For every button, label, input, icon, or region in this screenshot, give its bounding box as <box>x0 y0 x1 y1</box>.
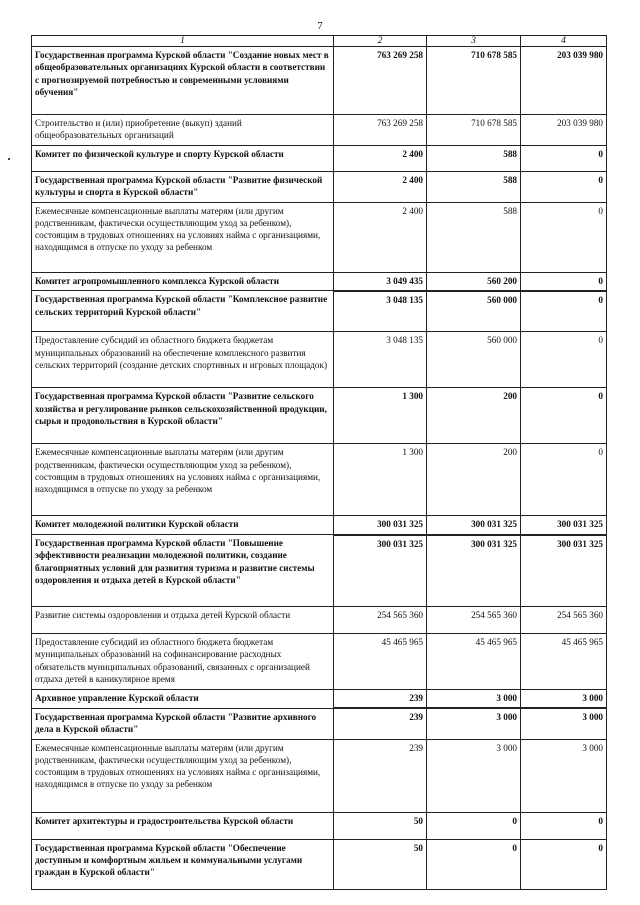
value-col-2: 239 <box>334 739 427 812</box>
value-col-4: 0 <box>521 332 607 388</box>
table-row <box>32 202 607 272</box>
value-col-3: 560 200 <box>427 272 521 291</box>
table-row <box>32 146 607 172</box>
value-col-4: 0 <box>521 146 607 172</box>
value-col-2: 50 <box>334 812 427 839</box>
row-name: Предоставление субсидий из областного бюджета бюджетам муниципальных образований на обеспечение комплексного развития сельских территорий (создание детских спортивных и игровых площадок) <box>32 332 334 388</box>
value-col-4: 0 <box>521 444 607 516</box>
value-col-2: 2 400 <box>334 172 427 203</box>
table-row <box>32 115 607 146</box>
value-col-2: 1 300 <box>334 388 427 444</box>
value-col-3: 3 000 <box>427 708 521 739</box>
row-name: Государственная программа Курской области "Повышение эффективности реализации молодежной политики, создание благоприятных условий для развития туризма и развитие системы оздоровления и отдыха детей в Курской области" <box>32 535 334 607</box>
table-row <box>32 690 607 709</box>
row-name: Строительство и (или) приобретение (выкуп) зданий общеобразовательных организаций <box>32 115 334 146</box>
value-col-2: 254 565 360 <box>334 607 427 634</box>
column-header-1: 1 <box>32 36 334 47</box>
value-col-3: 588 <box>427 172 521 203</box>
value-col-3: 3 000 <box>427 739 521 812</box>
row-name: Государственная программа Курской области "Развитие архивного дела в Курской области" <box>32 708 334 739</box>
table-row <box>32 332 607 388</box>
value-col-2: 300 031 325 <box>334 516 427 535</box>
row-name: Комитет агропромышленного комплекса Курской области <box>32 272 334 291</box>
table-row <box>32 607 607 634</box>
value-col-2: 2 400 <box>334 202 427 272</box>
row-name: Архивное управление Курской области <box>32 690 334 709</box>
row-name: Предоставление субсидий из областного бюджета бюджетам муниципальных образований на софинансирование расходных обязательств муниципальных образований, связанных с организацией отдыха детей в каникулярное время <box>32 634 334 690</box>
column-number-row <box>32 36 607 47</box>
value-col-4: 203 039 980 <box>521 115 607 146</box>
value-col-4: 3 000 <box>521 708 607 739</box>
value-col-3: 0 <box>427 812 521 839</box>
table-row <box>32 535 607 607</box>
value-col-3: 3 000 <box>427 690 521 709</box>
value-col-2: 239 <box>334 708 427 739</box>
row-name: Комитет молодежной политики Курской области <box>32 516 334 535</box>
column-header-4: 4 <box>521 36 607 47</box>
table-row <box>32 291 607 332</box>
value-col-4: 0 <box>521 812 607 839</box>
value-col-2: 3 048 135 <box>334 291 427 332</box>
value-col-4: 0 <box>521 202 607 272</box>
value-col-4: 3 000 <box>521 690 607 709</box>
value-col-3: 300 031 325 <box>427 516 521 535</box>
value-col-2: 300 031 325 <box>334 535 427 607</box>
value-col-4: 203 039 980 <box>521 47 607 115</box>
value-col-4: 300 031 325 <box>521 516 607 535</box>
value-col-2: 45 465 965 <box>334 634 427 690</box>
value-col-3: 300 031 325 <box>427 535 521 607</box>
row-name: Государственная программа Курской области "Комплексное развитие сельских территорий Курской области" <box>32 291 334 332</box>
row-name: Ежемесячные компенсационные выплаты матерям (или другим родственникам, фактически осуществляющим уход за ребенком), состоящим в трудовых отношениях на условиях найма с организациями, находящимся в отпуске по уходу за ребенком <box>32 202 334 272</box>
table-row <box>32 739 607 812</box>
scan-artifact <box>8 158 10 160</box>
table-row <box>32 839 607 889</box>
row-name: Развитие системы оздоровления и отдыха детей Курской области <box>32 607 334 634</box>
table-row <box>32 444 607 516</box>
value-col-4: 254 565 360 <box>521 607 607 634</box>
table-row <box>32 47 607 115</box>
table-row <box>32 272 607 291</box>
table-row <box>32 708 607 739</box>
value-col-4: 0 <box>521 839 607 889</box>
value-col-4: 0 <box>521 291 607 332</box>
value-col-3: 588 <box>427 146 521 172</box>
value-col-3: 560 000 <box>427 332 521 388</box>
table-row <box>32 812 607 839</box>
value-col-3: 200 <box>427 388 521 444</box>
row-name: Государственная программа Курской области "Обеспечение доступным и комфортным жильем и коммунальными услугами граждан в Курской области" <box>32 839 334 889</box>
table-row <box>32 634 607 690</box>
budget-table <box>31 35 607 890</box>
value-col-3: 45 465 965 <box>427 634 521 690</box>
row-name: Ежемесячные компенсационные выплаты матерям (или другим родственникам, фактически осуществляющим уход за ребенком), состоящим в трудовых отношениях на условиях найма с организациями, находящимся в отпуске по уходу за ребенком <box>32 444 334 516</box>
value-col-2: 763 269 258 <box>334 47 427 115</box>
value-col-3: 710 678 585 <box>427 47 521 115</box>
table-row <box>32 388 607 444</box>
row-name: Государственная программа Курской области "Развитие сельского хозяйства и регулирование рынков сельскохозяйственной продукции, сырья и продовольствия в Курской области" <box>32 388 334 444</box>
value-col-3: 710 678 585 <box>427 115 521 146</box>
value-col-4: 0 <box>521 272 607 291</box>
value-col-3: 0 <box>427 839 521 889</box>
value-col-4: 0 <box>521 172 607 203</box>
value-col-3: 254 565 360 <box>427 607 521 634</box>
column-header-3: 3 <box>427 36 521 47</box>
column-header-2: 2 <box>334 36 427 47</box>
value-col-3: 560 000 <box>427 291 521 332</box>
page-number: 7 <box>317 20 323 32</box>
value-col-2: 2 400 <box>334 146 427 172</box>
row-name: Ежемесячные компенсационные выплаты матерям (или другим родственникам, фактически осуществляющим уход за ребенком), состоящим в трудовых отношениях на условиях найма с организациями, находящимся в отпуске по уходу за ребенком <box>32 739 334 812</box>
row-name: Комитет архитектуры и градостроительства Курской области <box>32 812 334 839</box>
value-col-4: 300 031 325 <box>521 535 607 607</box>
row-name: Государственная программа Курской области "Создание новых мест в общеобразовательных организациях Курской области в соответствии с прогнозируемой потребностью и современными условиями обучения" <box>32 47 334 115</box>
row-name: Комитет по физической культуре и спорту Курской области <box>32 146 334 172</box>
value-col-2: 763 269 258 <box>334 115 427 146</box>
table-row <box>32 172 607 203</box>
row-name: Государственная программа Курской области "Развитие физической культуры и спорта в Курской области" <box>32 172 334 203</box>
table-row <box>32 516 607 535</box>
value-col-2: 50 <box>334 839 427 889</box>
value-col-2: 1 300 <box>334 444 427 516</box>
value-col-2: 239 <box>334 690 427 709</box>
value-col-4: 3 000 <box>521 739 607 812</box>
value-col-3: 588 <box>427 202 521 272</box>
value-col-2: 3 048 135 <box>334 332 427 388</box>
value-col-3: 200 <box>427 444 521 516</box>
value-col-4: 45 465 965 <box>521 634 607 690</box>
value-col-2: 3 049 435 <box>334 272 427 291</box>
value-col-4: 0 <box>521 388 607 444</box>
